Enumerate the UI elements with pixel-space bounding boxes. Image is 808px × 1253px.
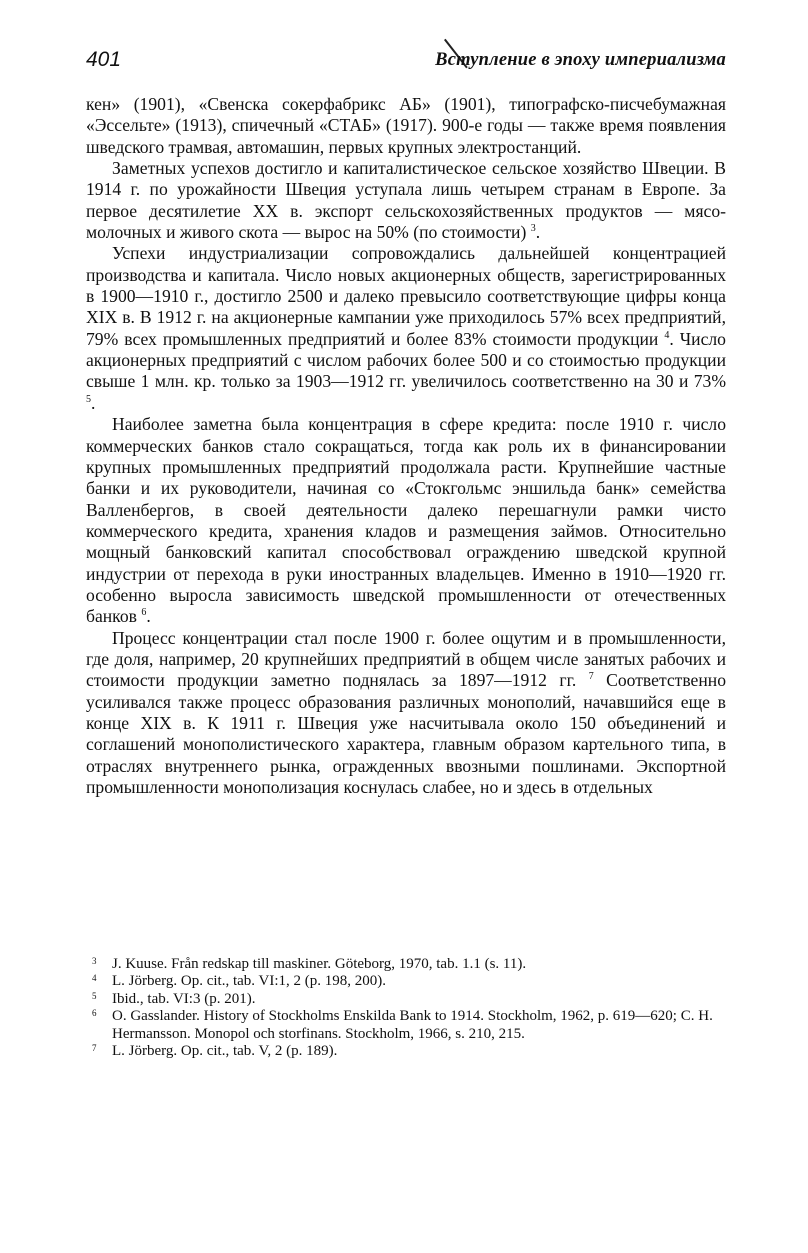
footnote-text: L. Jörberg. Op. cit., tab. VI:1, 2 (p. 198, 200). [112, 973, 386, 990]
footnote-text: O. Gasslander. History of Stockholms Enskilda Bank to 1914. Stockholm, 1962, p. 619—620; C. H. Hermansson. Monopol och storfinans. Stockholm, 1966, s. 210, 215. [112, 1008, 713, 1042]
paragraph-1: кен» (1901), «Свенска сокерфабрикс АБ» (1901), типографско-писчебумажная «Эссельте» (1913), спичечный «СТАБ» (1917). 900-е годы — также время появления шведского трамвая, автомашин, первых крупных электростанций. [86, 94, 726, 157]
footnote-number: 4 [92, 973, 97, 984]
footnote-ref-3[interactable]: 3 [530, 223, 536, 235]
footnotes [86, 956, 726, 1060]
footnote-ref-4[interactable]: 4 [664, 329, 670, 341]
footnote-number: 5 [92, 990, 97, 1001]
paragraph-4: Наиболее заметна была концентрация в сфере кредита: после 1910 г. число коммерческих банков стало сокращаться, тогда как роль их в финансировании крупных промышленных предприятий продолжала расти. Крупнейшие частные банки и их руководители, начиная со «Стокгольмс эншильда банк» семейства Валленбергов, в своей деятельности далеко перешагнули рамки чисто коммерческого кредита, хранения кладов и размещения займов. Относительно мощный банковский капитал способствовал ограждению шведской крупной индустрии от перехода в руки иностранных владельцев. Именно в 1910—1920 гг. особенно выросла зависимость шведской промышленности от отечественных банков $^6$. [86, 414, 726, 627]
footnote [86, 956, 726, 973]
running-head: Вступление в эпоху империализма [435, 50, 726, 70]
footnote [86, 1043, 726, 1060]
page-number: 401 [86, 48, 122, 71]
footnote-text: Ibid., tab. VI:3 (p. 201). [112, 990, 256, 1007]
paragraph-3: Успехи индустриализации сопровождались дальнейшей концентрацией производства и капитала. Число новых акционерных обществ, зарегистрированных в 1900—1910 г., достигло 2500 и далеко превысило соответствующие цифры конца XIX в. В 1912 г. на акционерные кампании уже приходилось 57% всех предприятий, 79% всех промышленных предприятий и более 83% стоимости продукции $^4$. Число акционерных предприятий с числом рабочих более 500 и со стоимостью продукции свыше 1 млн. кр. только за 1903—1912 гг. увеличилось соответственно на 30 и 73% $^5$. [86, 243, 726, 413]
footnote-ref-5[interactable]: 5 [86, 393, 91, 405]
footnote [86, 991, 726, 1008]
body-text [86, 94, 726, 798]
footnote-number: 6 [92, 1008, 97, 1019]
footnote-text: J. Kuuse. Från redskap till maskiner. Göteborg, 1970, tab. 1.1 (s. 11). [112, 956, 527, 972]
paragraph-2: Заметных успехов достигло и капиталистическое сельское хозяйство Швеции. В 1914 г. по урожайности Швеция уступала лишь четырем странам в Европе. За первое десятилетие XX в. экспорт сельскохозяйственных продуктов — мясо-молочных и живого скота — вырос на 50% (по стоимости) $^3$. [86, 158, 726, 243]
paragraph-5: Процесс концентрации стал после 1900 г. более ощутим и в промышленности, где доля, например, 20 крупнейших предприятий в общем числе занятых рабочих и стоимости продукции заметно поднялась за 1897—1912 гг. $^7$ Соответственно усиливался также процесс образования различных монополий, начавшийся еще в конце XIX в. К 1911 г. Швеция уже насчитывала около 150 объединений и соглашений монополистического характера, главным образом картельного типа, в отраслях внутреннего рынка, огражденных ввозными пошлинами. Экспортной промышленности монополизация коснулась слабее, но и здесь в отдельных [86, 627, 726, 797]
footnote-text: L. Jörberg. Op. cit., tab. V, 2 (p. 189). [112, 1043, 338, 1060]
footnote-ref-7[interactable]: 7 [588, 671, 594, 683]
footnote [86, 1008, 726, 1043]
footnote-number: 7 [92, 1043, 97, 1054]
page-header [86, 48, 726, 78]
footnote-number: 3 [92, 956, 97, 966]
footnote-ref-6[interactable]: 6 [141, 607, 147, 619]
footnote [86, 973, 726, 990]
